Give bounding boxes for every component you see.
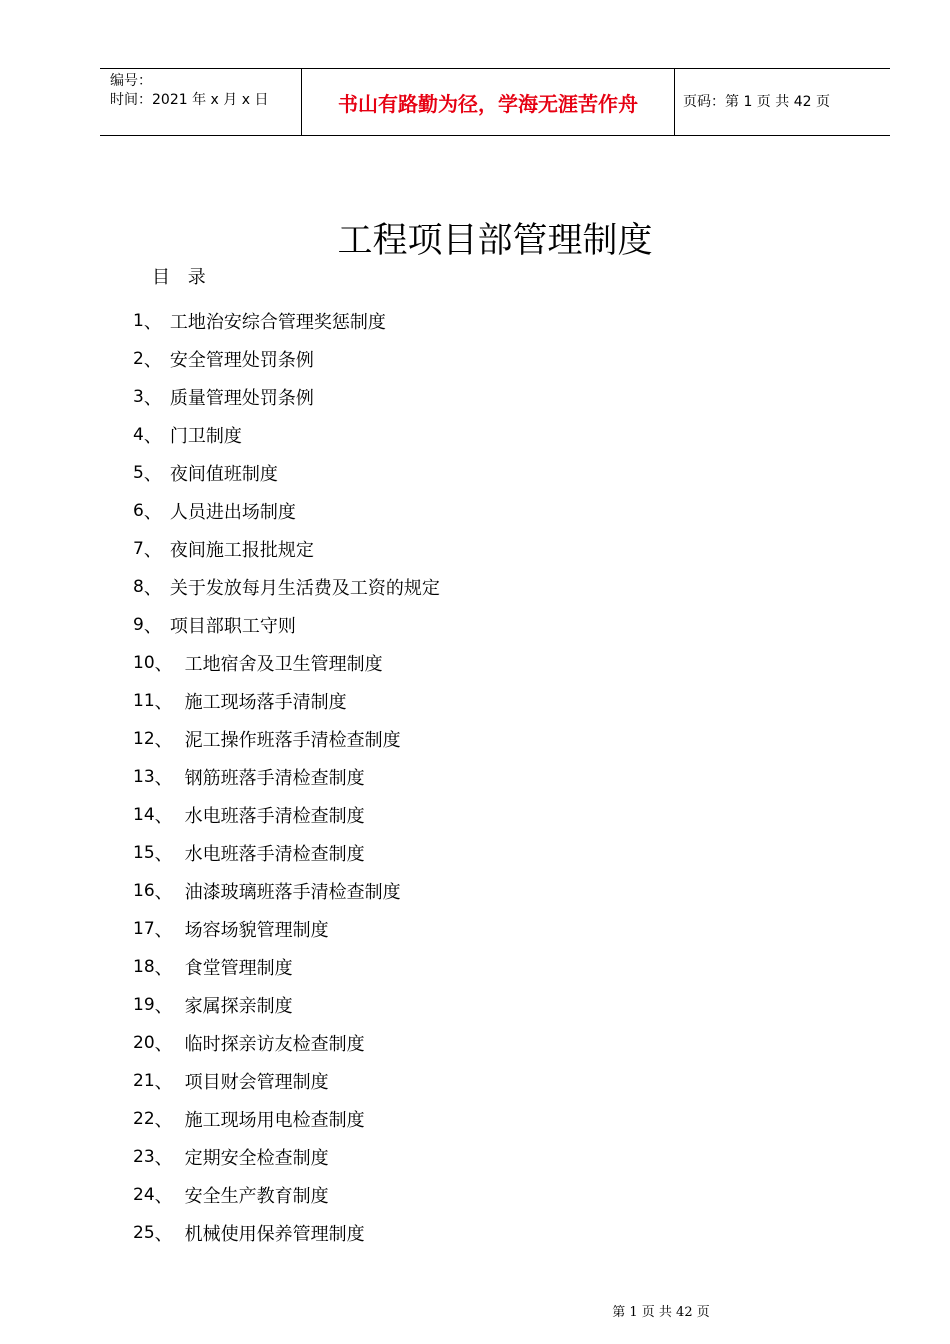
header-meta-cell [100, 69, 301, 135]
toc-item [133, 1138, 440, 1176]
toc-item-number: 23 [133, 1147, 155, 1167]
toc-item [133, 530, 440, 568]
toc-item [133, 416, 440, 454]
toc-item-label: 泥工操作班落手清检查制度 [184, 730, 401, 751]
toc-item-number: 7 [133, 539, 144, 559]
toc-item-label: 人员进出场制度 [169, 502, 296, 523]
toc-item [133, 1214, 440, 1252]
page-info: 页码：第 1 页 共 42 页 [683, 94, 830, 110]
toc-item-separator: 、 [143, 426, 162, 447]
toc-item-number: 12 [133, 729, 155, 749]
toc-item-number: 13 [133, 767, 155, 787]
toc-item-label: 水电班落手清检查制度 [184, 806, 365, 827]
toc-item-separator: 、 [154, 1148, 173, 1169]
toc-item-number: 5 [133, 463, 144, 483]
toc-item-label: 食堂管理制度 [184, 958, 293, 979]
toc-item-separator: 、 [143, 464, 162, 485]
toc-item-separator: 、 [143, 312, 162, 333]
toc-item [133, 568, 440, 606]
toc-item-separator: 、 [154, 806, 173, 827]
toc-item-label: 机械使用保养管理制度 [184, 1224, 365, 1245]
toc-item-label: 施工现场落手清制度 [184, 692, 347, 713]
motto-text: 书山有路勤为径，学海无涯苦作舟 [338, 92, 638, 116]
toc-item [133, 644, 440, 682]
toc-item [133, 378, 440, 416]
toc-item-number: 6 [133, 501, 144, 521]
toc-item-label: 项目部职工守则 [169, 616, 296, 637]
toc-item [133, 910, 440, 948]
toc-item-number: 8 [133, 577, 144, 597]
toc-item-label: 安全管理处罚条例 [169, 350, 314, 371]
serial-number-label: 编号： [110, 73, 152, 89]
toc-item-number: 1 [133, 311, 144, 331]
toc-item-separator: 、 [154, 844, 173, 865]
toc-item-separator: 、 [154, 958, 173, 979]
toc-item-label: 家属探亲制度 [184, 996, 293, 1017]
toc-item [133, 682, 440, 720]
toc-item-separator: 、 [143, 388, 162, 409]
toc-item-number: 14 [133, 805, 155, 825]
toc-item [133, 340, 440, 378]
toc-item-number: 2 [133, 349, 144, 369]
toc-item-label: 施工现场用电检查制度 [184, 1110, 365, 1131]
toc-item-separator: 、 [143, 578, 162, 599]
toc-item-separator: 、 [154, 654, 173, 675]
toc-item-label: 夜间值班制度 [169, 464, 278, 485]
toc-item-label: 工地治安综合管理奖惩制度 [169, 312, 386, 333]
toc-item-label: 夜间施工报批规定 [169, 540, 314, 561]
toc-item [133, 1024, 440, 1062]
toc-item [133, 1062, 440, 1100]
toc-item [133, 1100, 440, 1138]
toc-item [133, 872, 440, 910]
toc-item-label: 油漆玻璃班落手清检查制度 [184, 882, 401, 903]
toc-item [133, 302, 440, 340]
toc-item [133, 758, 440, 796]
toc-item [133, 834, 440, 872]
toc-item [133, 796, 440, 834]
toc-item-separator: 、 [154, 1186, 173, 1207]
toc-item [133, 948, 440, 986]
toc-item-number: 21 [133, 1071, 155, 1091]
toc-item-label: 门卫制度 [169, 426, 242, 447]
toc-item-number: 11 [133, 691, 155, 711]
toc-item-number: 16 [133, 881, 155, 901]
toc-item-number: 17 [133, 919, 155, 939]
toc-item-number: 19 [133, 995, 155, 1015]
toc-item-separator: 、 [154, 1110, 173, 1131]
toc-item-number: 10 [133, 653, 155, 673]
toc-item-number: 15 [133, 843, 155, 863]
toc-item-separator: 、 [143, 350, 162, 371]
toc-item-separator: 、 [154, 920, 173, 941]
toc-item [133, 454, 440, 492]
toc-item-separator: 、 [154, 1072, 173, 1093]
toc-item-label: 安全生产教育制度 [184, 1186, 329, 1207]
toc-item-separator: 、 [143, 616, 162, 637]
toc-item-separator: 、 [154, 882, 173, 903]
toc-item-separator: 、 [154, 730, 173, 751]
toc-item-separator: 、 [154, 692, 173, 713]
toc-item [133, 720, 440, 758]
toc-item [133, 492, 440, 530]
toc-item [133, 1176, 440, 1214]
toc-item-label: 水电班落手清检查制度 [184, 844, 365, 865]
toc-item-label: 质量管理处罚条例 [169, 388, 314, 409]
toc-item-label: 项目财会管理制度 [184, 1072, 329, 1093]
document-title: 工程项目部管理制度 [337, 221, 653, 261]
header-motto-cell [301, 69, 675, 135]
toc-item-label: 关于发放每月生活费及工资的规定 [169, 578, 440, 599]
page-footer: 第 1 页 共 42 页 [612, 1305, 710, 1320]
toc-item [133, 606, 440, 644]
toc-item-separator: 、 [143, 502, 162, 523]
toc-item-separator: 、 [154, 1224, 173, 1245]
toc-item-number: 3 [133, 387, 144, 407]
toc-item-separator: 、 [154, 996, 173, 1017]
toc-item-number: 22 [133, 1109, 155, 1129]
toc-item-number: 20 [133, 1033, 155, 1053]
toc-item-separator: 、 [143, 540, 162, 561]
page-header [100, 68, 890, 136]
toc-item-number: 25 [133, 1223, 155, 1243]
toc-item-separator: 、 [154, 768, 173, 789]
toc-item-number: 18 [133, 957, 155, 977]
toc-item-label: 定期安全检查制度 [184, 1148, 329, 1169]
toc-item-label: 工地宿舍及卫生管理制度 [184, 654, 383, 675]
toc-item-label: 临时探亲访友检查制度 [184, 1034, 365, 1055]
table-of-contents [133, 302, 440, 1252]
toc-item-number: 9 [133, 615, 144, 635]
header-page-cell [675, 69, 890, 135]
toc-item-separator: 、 [154, 1034, 173, 1055]
toc-item [133, 986, 440, 1024]
date-label: 时间：2021 年 x 月 x 日 [110, 92, 269, 108]
toc-item-number: 4 [133, 425, 144, 445]
toc-item-label: 钢筋班落手清检查制度 [184, 768, 365, 789]
toc-heading: 目 录 [152, 267, 212, 288]
toc-item-label: 场容场貌管理制度 [184, 920, 329, 941]
toc-item-number: 24 [133, 1185, 155, 1205]
